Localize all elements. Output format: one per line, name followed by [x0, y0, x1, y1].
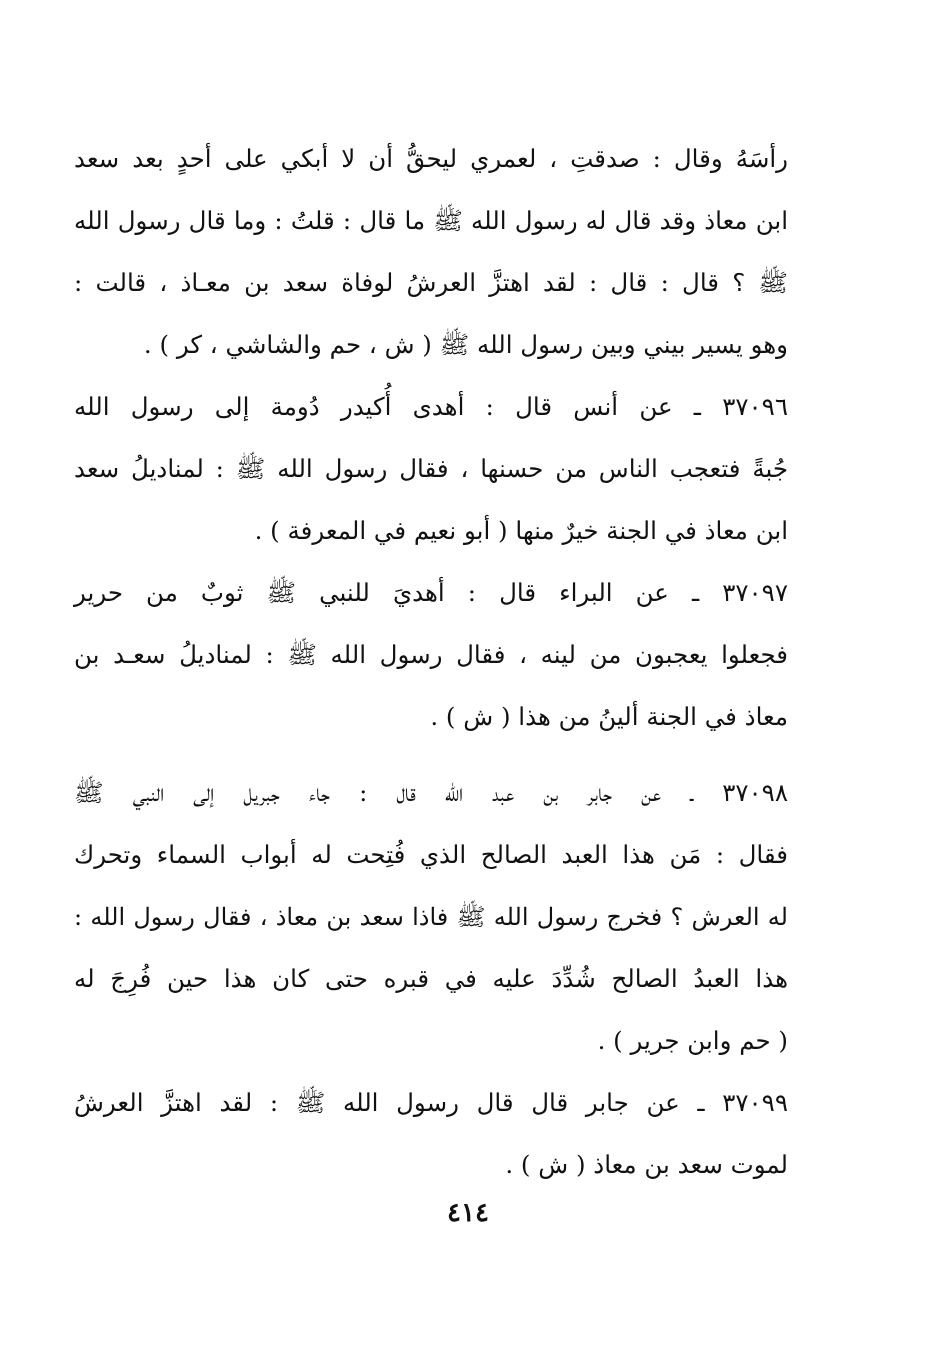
body-text: [74, 128, 788, 1196]
hadith-37096-line-2: جُبةً فتعجب الناس من حسنها ، فقال رسول الله ﷺ : لمناديلُ سعد: [74, 454, 788, 483]
text-line-1: رأسَهُ وقال : صدقتِ ، لعمري ليحقُّ أن لا أبكي على أحدٍ بعد سعد: [74, 144, 788, 173]
hadith-37098-line-3: له العرش ؟ فخرج رسول الله ﷺ فاذا سعد بن معاذ ، فقال رسول الله :: [74, 903, 788, 931]
hadith-37098-line-2: فقال : مَن هذا العبد الصالح الذي فُتِحت له أبواب السماء وتحرك: [74, 840, 788, 869]
hadith-37099-line-1: ٣٧٠٩٩ ـ عن جابر قال قال رسول الله ﷺ : لقد اهتزَّ العرشُ: [74, 1088, 788, 1117]
hadith-37097-line-2: فجعلوا يعجبون من لينه ، فقال رسول الله ﷺ : لمناديلُ سعـد بن: [74, 640, 788, 669]
hadith-37096-line-1: ٣٧٠٩٦ ـ عن أنس قال : أهدى أُكيدر دُومة إلى رسول الله: [74, 392, 788, 421]
hadith-37096-line-3: ابن معاذ في الجنة خيرٌ منها ( أبو نعيم في المعرفة ) .: [254, 516, 788, 545]
text-line-2: ابن معاذ وقد قال له رسول الله ﷺ ما قال : قلتُ : وما قال رسول الله: [74, 206, 788, 235]
hadith-37098-line-1: ٣٧٠٩٨ ـ عن جابر بن عبد الله قال : جاء جبريل إلى النبي ﷺ: [74, 778, 788, 807]
hadith-37097-line-1: ٣٧٠٩٧ ـ عن البراء قال : أهديَ للنبي ﷺ ثوبٌ من حرير: [74, 578, 788, 607]
hadith-37099-line-2: لموت سعد بن معاذ ( ش ) .: [505, 1150, 788, 1179]
hadith-37098-line-5: ( حم وابن جرير ) .: [597, 1026, 788, 1055]
text-line-4: وهو يسير بيني وبين رسول الله ﷺ ( ش ، حم والشاشي ، كر ) .: [143, 330, 788, 359]
text-line-3: ﷺ ؟ قال : قال : لقد اهتزَّ العرشُ لوفاة سعد بن معـاذ ، قالت :: [74, 268, 788, 297]
page-number: ٤١٤: [447, 1198, 489, 1228]
hadith-37098-line-4: هذا العبدُ الصالح شُدِّدَ عليه في قبره حتى كان هذا حين فُرِجَ له: [74, 964, 788, 993]
hadith-37097-line-3: معاذ في الجنة ألينُ من هذا ( ش ) .: [430, 702, 788, 731]
